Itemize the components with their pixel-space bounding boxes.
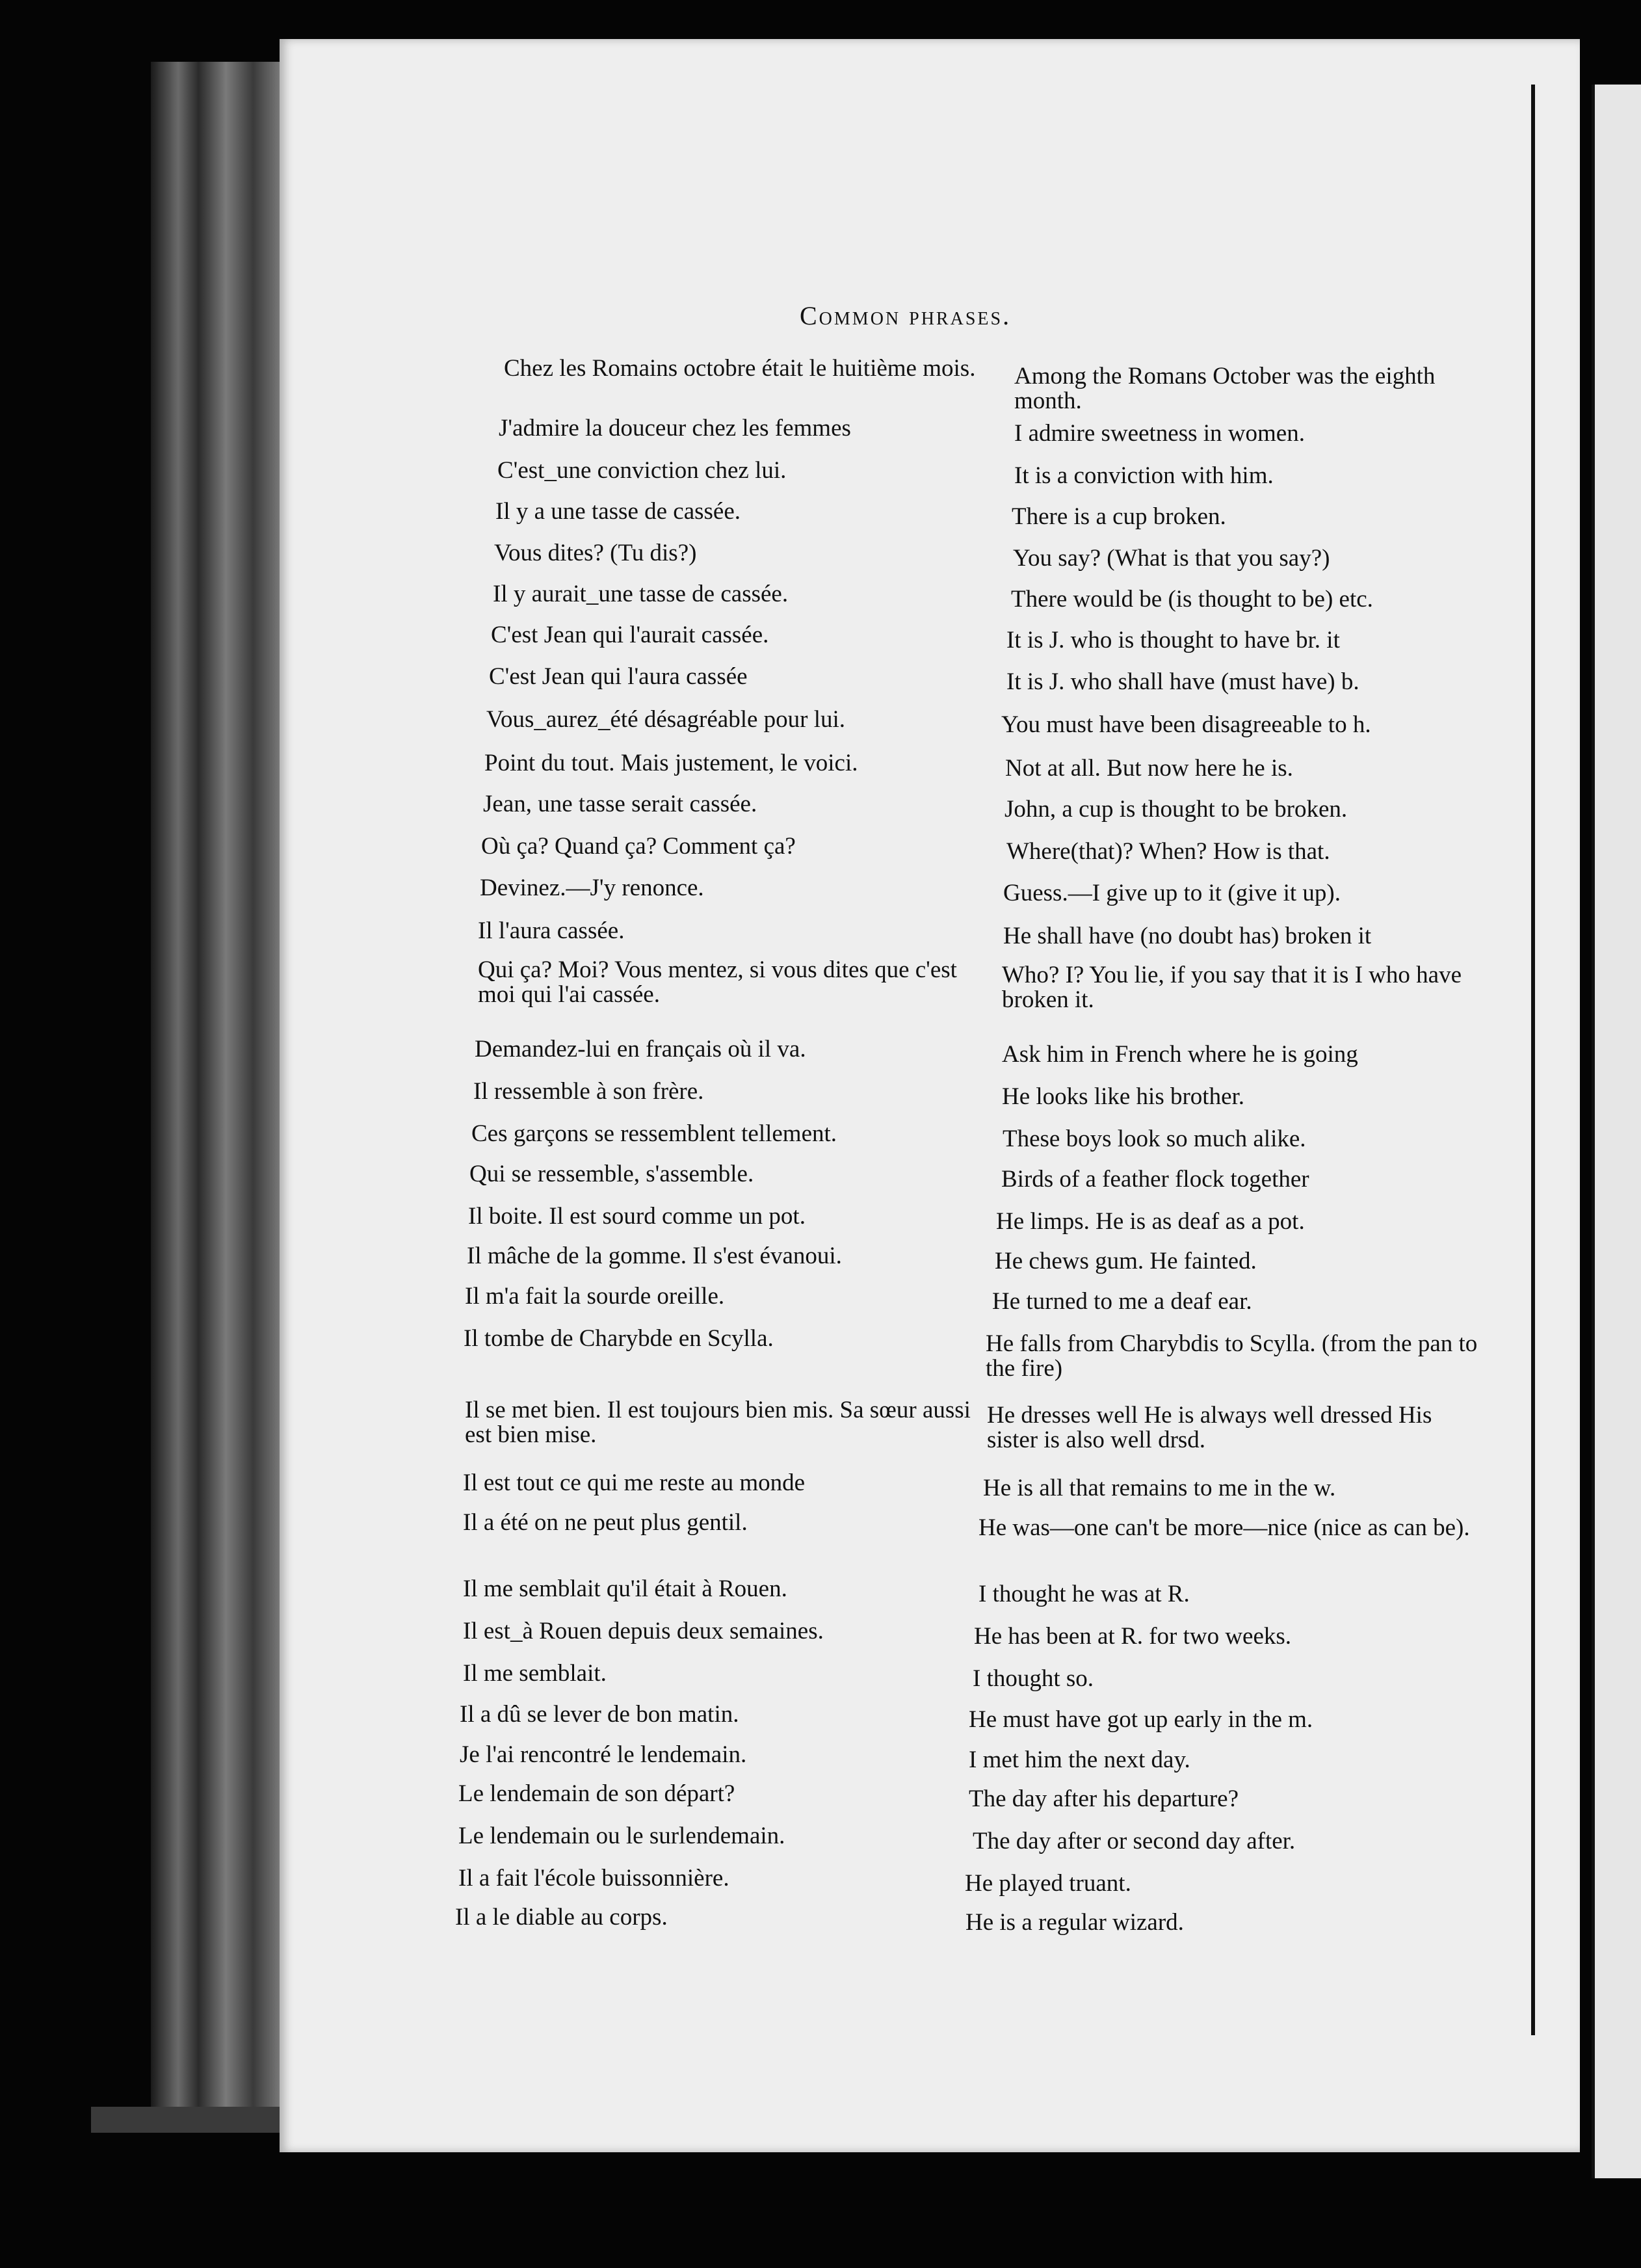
phrase-french: Il est tout ce qui me reste au monde [463, 1470, 806, 1496]
phrase-english: He turned to me a deaf ear. [992, 1288, 1252, 1315]
phrase-english: Among the Romans October was the eighth month. [1014, 363, 1436, 414]
phrase-french: Il mâche de la gomme. Il s'est évanoui. [467, 1243, 842, 1269]
phrase-english: He chews gum. He fainted. [995, 1248, 1257, 1274]
book-edge-left [151, 62, 287, 2110]
phrase-french: Il me semblait qu'il était à Rouen. [463, 1576, 787, 1602]
phrase-english: John, a cup is thought to be broken. [1004, 796, 1348, 823]
phrase-english: He played truant. [965, 1870, 1131, 1897]
phrase-english: It is J. who shall have (must have) b. [1006, 668, 1359, 695]
phrase-french: Il ressemble à son frère. [473, 1078, 704, 1105]
phrase-english: There is a cup broken. [1012, 503, 1226, 530]
phrase-english: He shall have (no doubt has) broken it [1003, 923, 1372, 949]
phrase-english: You must have been disagreeable to h. [1001, 711, 1371, 738]
book-edge-bottom [91, 2107, 286, 2133]
phrase-english: Who? I? You lie, if you say that it is I who have broken it. [1002, 962, 1462, 1013]
phrase-english: The day after his departure? [969, 1786, 1239, 1812]
phrase-english: There would be (is thought to be) etc. [1011, 586, 1373, 613]
phrase-french: Il y aurait_une tasse de cassée. [493, 581, 789, 607]
phrase-french: Vous dites? (Tu dis?) [494, 540, 697, 566]
phrase-english: He must have got up early in the m. [969, 1706, 1313, 1733]
phrase-french: Vous_aurez_été désagréable pour lui. [486, 706, 846, 733]
phrase-english: These boys look so much alike. [1003, 1126, 1306, 1152]
phrase-english: Ask him in French where he is going [1002, 1041, 1358, 1068]
page-heading [800, 300, 1011, 331]
phrase-french: Ces garçons se ressemblent tellement. [471, 1120, 837, 1147]
phrase-french: Chez les Romains octobre était le huitième mois. [504, 355, 976, 382]
phrase-french: Il boite. Il est sourd comme un pot. [468, 1203, 806, 1230]
phrase-english: He is a regular wizard. [965, 1909, 1184, 1936]
facing-page-edge [1592, 85, 1641, 2178]
phrase-french: Où ça? Quand ça? Comment ça? [481, 833, 796, 860]
phrase-french: C'est_une conviction chez lui. [497, 457, 787, 484]
phrase-english: Not at all. But now here he is. [1005, 755, 1293, 782]
phrase-english: He limps. He is as deaf as a pot. [996, 1208, 1305, 1235]
phrase-french: Il me semblait. [463, 1660, 607, 1687]
phrase-french: Il l'aura cassée. [478, 917, 625, 944]
phrase-french: Qui ça? Moi? Vous mentez, si vous dites que c'est moi qui l'ai cassée. [478, 956, 957, 1008]
page-gutter-line [1531, 85, 1535, 2035]
phrase-french: Il a été on ne peut plus gentil. [463, 1509, 748, 1536]
phrase-english: Birds of a feather flock together [1001, 1166, 1309, 1193]
phrase-french: C'est Jean qui l'aura cassée [489, 663, 748, 690]
phrase-french: Il y a une tasse de cassée. [495, 498, 741, 525]
phrase-french: Point du tout. Mais justement, le voici. [484, 750, 858, 776]
phrase-french: Il m'a fait la sourde oreille. [465, 1283, 725, 1310]
phrase-english: It is J. who is thought to have br. it [1006, 627, 1340, 653]
phrase-french: Il a le diable au corps. [455, 1904, 668, 1931]
phrase-english: It is a conviction with him. [1014, 462, 1274, 489]
phrase-english: He has been at R. for two weeks. [974, 1623, 1292, 1650]
phrase-english: He is all that remains to me in the w. [983, 1475, 1336, 1501]
phrase-english: Guess.—I give up to it (give it up). [1003, 880, 1341, 906]
phrase-french: Demandez-lui en français où il va. [475, 1036, 806, 1062]
phrase-english: The day after or second day after. [973, 1828, 1296, 1854]
phrase-french: Jean, une tasse serait cassée. [483, 791, 757, 817]
phrase-english: I met him the next day. [969, 1747, 1190, 1773]
phrase-english: I thought so. [973, 1665, 1094, 1692]
phrase-french: Il se met bien. Il est toujours bien mis. Sa sœur aussi est bien mise. [465, 1397, 971, 1448]
phrase-french: Il a dû se lever de bon matin. [460, 1701, 739, 1728]
phrase-french: Qui se ressemble, s'assemble. [469, 1161, 754, 1187]
phrase-english: He looks like his brother. [1002, 1083, 1245, 1110]
phrase-english: I admire sweetness in women. [1014, 420, 1305, 447]
phrase-french: Devinez.—J'y renonce. [480, 875, 704, 901]
page-heading-text: Common phrases. [800, 301, 1012, 330]
phrase-english: You say? (What is that you say?) [1013, 545, 1330, 572]
phrase-english: He dresses well He is always well dressed His sister is also well drsd. [987, 1402, 1432, 1453]
phrase-french: Il a fait l'école buissonnière. [458, 1865, 729, 1892]
phrase-french: Le lendemain ou le surlendemain. [458, 1823, 785, 1849]
phrase-french: Il tombe de Charybde en Scylla. [464, 1325, 774, 1352]
phrase-english: I thought he was at R. [978, 1581, 1190, 1607]
phrase-french: C'est Jean qui l'aurait cassée. [491, 622, 769, 648]
phrase-french: J'admire la douceur chez les femmes [499, 415, 851, 442]
phrase-english: He was—one can't be more—nice (nice as can be). [978, 1514, 1470, 1541]
phrase-french: Je l'ai rencontré le lendemain. [460, 1741, 747, 1768]
phrase-french: Le lendemain de son départ? [458, 1780, 735, 1807]
phrase-english: Where(that)? When? How is that. [1006, 838, 1330, 865]
phrase-english: He falls from Charybdis to Scylla. (from the pan to the fire) [986, 1330, 1478, 1382]
phrase-french: Il est_à Rouen depuis deux semaines. [463, 1618, 824, 1644]
